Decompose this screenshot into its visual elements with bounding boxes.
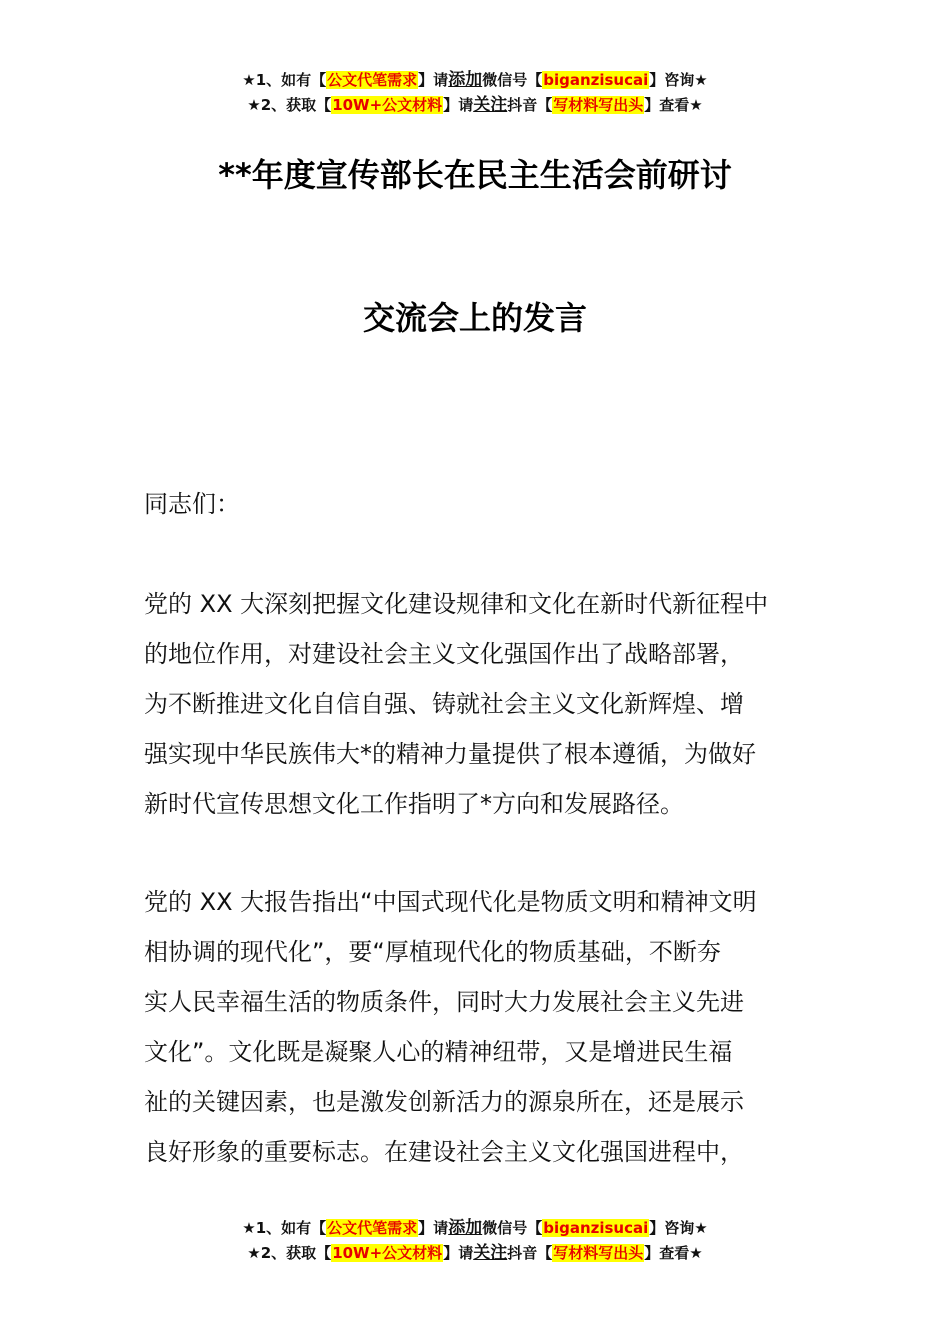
banner-text: 】查看★ <box>644 1244 703 1262</box>
paragraph-line: 强实现中华民族伟大*的精神力量提供了根本遵循，为做好 <box>144 740 756 768</box>
paragraph-line: 祉的关键因素，也是激发创新活力的源泉所在，还是展示 <box>144 1088 744 1116</box>
banner-text: 】请 <box>443 96 474 114</box>
highlight-douyin-account: 写材料写出头 <box>553 1244 644 1262</box>
highlight-materials: 10W+公文材料 <box>332 96 443 114</box>
paragraph-line: 的地位作用，对建设社会主义文化强国作出了战略部署， <box>144 640 744 668</box>
highlight-douyin-account: 写材料写出头 <box>553 96 644 114</box>
emphasis-add: 添加 <box>448 1218 483 1238</box>
banner-line-2 <box>0 93 950 118</box>
emphasis-follow: 关注 <box>473 95 508 115</box>
paragraph-line: 党的 XX 大报告指出“中国式现代化是物质文明和精神文明 <box>144 888 757 916</box>
highlight-service: 公文代笔需求 <box>327 71 418 89</box>
banner-text: ★1、如有【 <box>242 71 327 89</box>
banner-text: 】请 <box>418 1219 449 1237</box>
paragraph-line: 为不断推进文化自信自强、铸就社会主义文化新辉煌、增 <box>144 690 744 718</box>
footer-banner <box>0 1216 950 1266</box>
emphasis-follow: 关注 <box>473 1243 508 1263</box>
paragraph-line: 良好形象的重要标志。在建设社会主义文化强国进程中， <box>144 1138 744 1166</box>
banner-text: 微信号【 <box>482 71 543 89</box>
paragraph-line: 文化”。文化既是凝聚人心的精神纽带，又是增进民生福 <box>144 1038 733 1066</box>
paragraph-line: 党的 XX 大深刻把握文化建设规律和文化在新时代新征程中 <box>144 590 769 618</box>
banner-text: 】请 <box>418 71 449 89</box>
highlight-wechat-id: biganzisucai <box>543 1219 649 1237</box>
banner-text: 】查看★ <box>644 96 703 114</box>
paragraph-line: 新时代宣传思想文化工作指明了*方向和发展路径。 <box>144 790 684 818</box>
header-banner <box>0 68 950 118</box>
banner-text: ★2、获取【 <box>247 96 332 114</box>
paragraph-1 <box>144 579 809 829</box>
banner-text: 抖音【 <box>507 1244 553 1262</box>
emphasis-add: 添加 <box>448 70 483 90</box>
banner-text: 】请 <box>443 1244 474 1262</box>
banner-text: 抖音【 <box>507 96 553 114</box>
banner-text: 】咨询★ <box>649 1219 708 1237</box>
document-title-line-2: 交流会上的发言 <box>362 299 587 337</box>
banner-text: ★2、获取【 <box>247 1244 332 1262</box>
greeting: 同志们： <box>144 490 240 518</box>
highlight-service: 公文代笔需求 <box>327 1219 418 1237</box>
banner-text: 】咨询★ <box>649 71 708 89</box>
banner-text: ★1、如有【 <box>242 1219 327 1237</box>
banner-text: 微信号【 <box>482 1219 543 1237</box>
highlight-wechat-id: biganzisucai <box>543 71 649 89</box>
paragraph-2 <box>144 877 809 1177</box>
paragraph-line: 实人民幸福生活的物质条件，同时大力发展社会主义先进 <box>144 988 744 1016</box>
document-title-line-1: **年度宣传部长在民主生活会前研讨 <box>218 156 732 194</box>
banner-line-1 <box>0 1216 950 1241</box>
banner-line-1 <box>0 68 950 93</box>
highlight-materials: 10W+公文材料 <box>332 1244 443 1262</box>
paragraph-line: 相协调的现代化”，要“厚植现代化的物质基础，不断夯 <box>144 938 721 966</box>
banner-line-2 <box>0 1241 950 1266</box>
